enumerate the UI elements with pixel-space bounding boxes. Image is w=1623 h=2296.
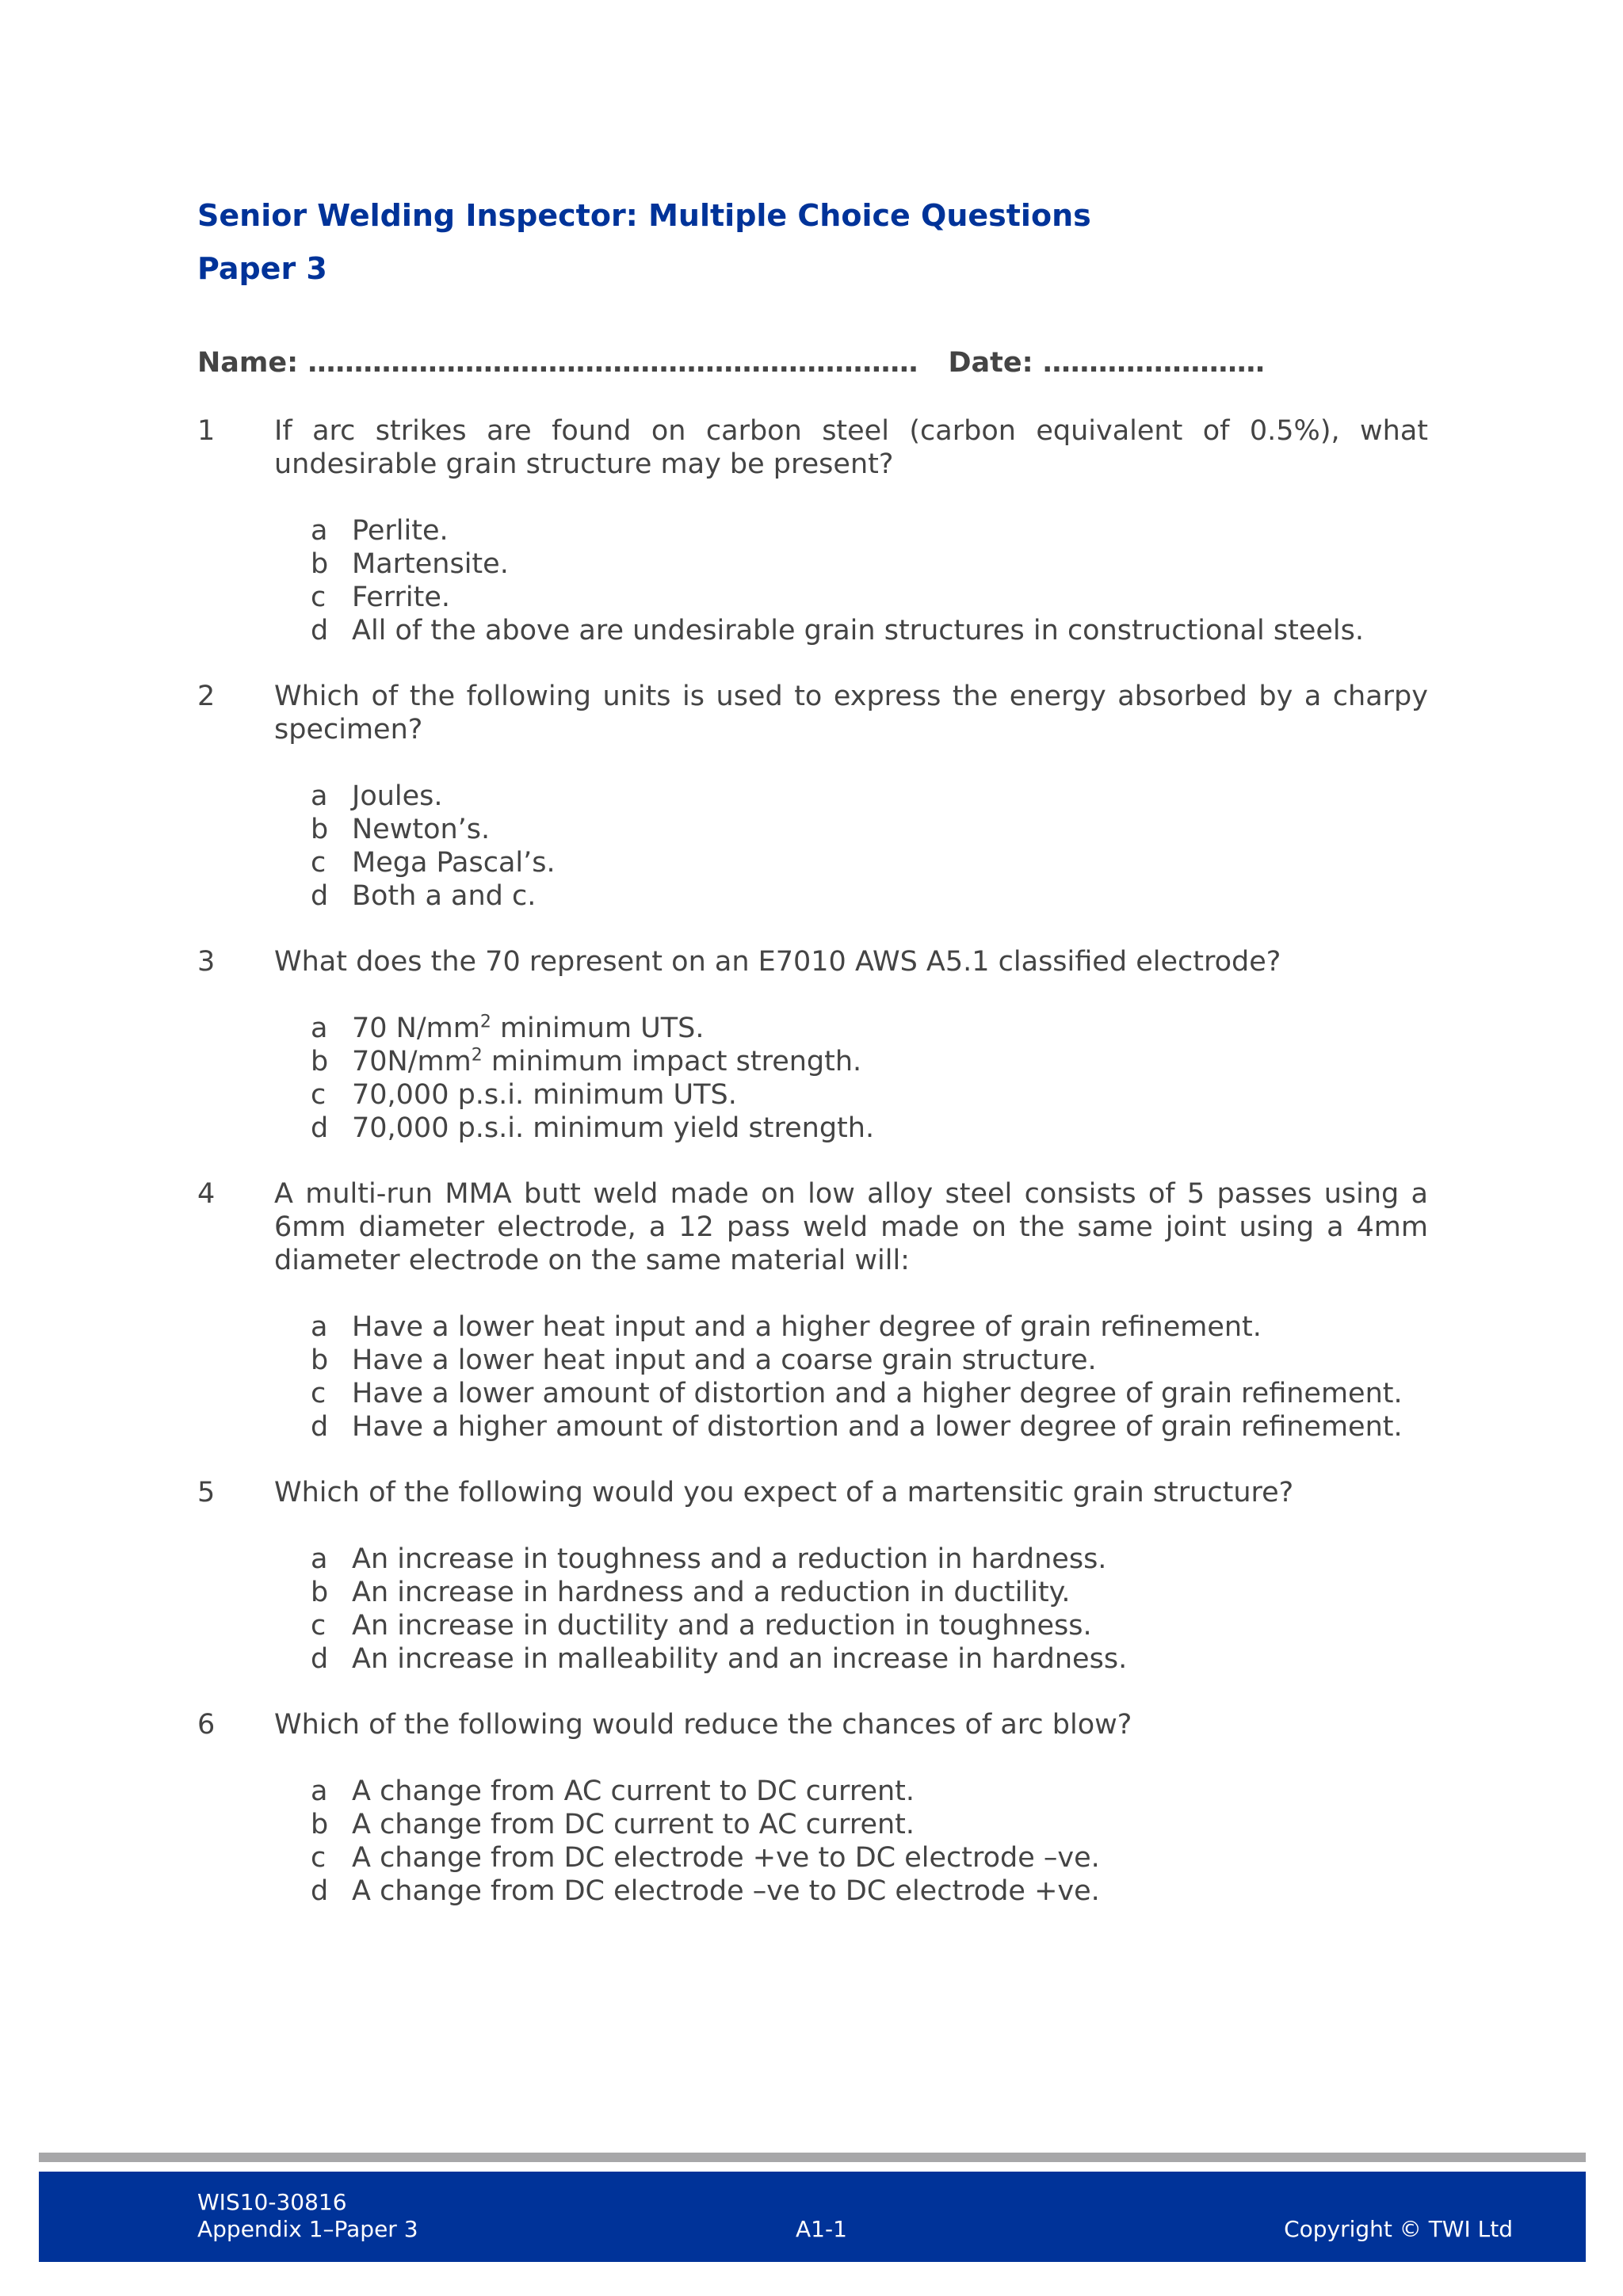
date-dots: ……………………: [1042, 347, 1265, 379]
question-number: 4: [197, 1178, 216, 1210]
footer-divider: [39, 2153, 1586, 2162]
option-a: a An increase in toughness and a reduction in hardness.: [311, 1543, 1107, 1575]
option-d: d A change from DC electrode –ve to DC electrode +ve.: [311, 1875, 1100, 1907]
option-a: a Have a lower heat input and a higher degree of grain refinement.: [311, 1311, 1262, 1343]
question-1: [197, 414, 1428, 647]
option-d: d Both a and c.: [311, 880, 537, 912]
document-title: Senior Welding Inspector: Multiple Choice Questions: [197, 198, 1091, 233]
option-c: c Mega Pascal’s.: [311, 847, 556, 879]
option-b: b A change from DC current to AC current.: [311, 1809, 915, 1840]
document-code: WIS10-30816: [197, 2189, 347, 2215]
question-text: Which of the following units is used to express the energy absorbed by a charpy specimen?: [274, 681, 1428, 746]
page-footer: [39, 2172, 1586, 2262]
options-list: [311, 780, 1428, 913]
option-d: d An increase in malleability and an increase in hardness.: [311, 1643, 1128, 1675]
options-list: [311, 514, 1428, 647]
option-c: c A change from DC electrode +ve to DC electrode –ve.: [311, 1842, 1100, 1874]
name-dots: …………………………………………………………: [307, 347, 918, 379]
option-a: a A change from AC current to DC current.: [311, 1775, 915, 1807]
name-date-line: [197, 347, 1265, 379]
copyright-notice: Copyright © TWI Ltd: [1284, 2216, 1513, 2242]
question-6: [197, 1708, 1428, 1908]
option-b: b $70N/mm^2$ minimum impact strength.: [311, 1045, 862, 1077]
option-c: c An increase in ductility and a reduction in toughness.: [311, 1610, 1092, 1642]
question-text: If arc strikes are found on carbon steel (carbon equivalent of 0.5%), what undesirable grain structure may be present?: [274, 415, 1428, 480]
option-b: b Martensite.: [311, 548, 509, 580]
name-label: Name:: [197, 347, 299, 379]
option-b: b Newton’s.: [311, 814, 491, 845]
question-5: [197, 1476, 1428, 1676]
question-4: [197, 1177, 1428, 1444]
option-a: a 70 $N/mm^2$ minimum UTS.: [311, 1012, 705, 1044]
options-list: [311, 1543, 1428, 1676]
question-text: What does the 70 represent on an E7010 AWS A5.1 classified electrode?: [274, 946, 1281, 978]
appendix-label: Appendix 1–Paper 3: [197, 2216, 418, 2242]
option-b: b Have a lower heat input and a coarse grain structure.: [311, 1344, 1097, 1376]
option-c: c Ferrite.: [311, 582, 451, 613]
options-list: [311, 1775, 1428, 1908]
page-number: A1-1: [796, 2216, 847, 2242]
question-number: 5: [197, 1477, 216, 1508]
question-number: 1: [197, 415, 216, 447]
date-label: Date:: [948, 347, 1033, 379]
options-list: [311, 1012, 1428, 1145]
question-text: Which of the following would you expect of a martensitic grain structure?: [274, 1477, 1294, 1508]
option-c: c 70,000 p.s.i. minimum UTS.: [311, 1079, 737, 1111]
question-number: 6: [197, 1709, 216, 1741]
option-b: b An increase in hardness and a reduction in ductility.: [311, 1577, 1071, 1608]
option-d: d Have a higher amount of distortion and a lower degree of grain refinement.: [311, 1411, 1403, 1443]
option-a: a Perlite.: [311, 515, 449, 547]
question-number: 3: [197, 946, 216, 978]
option-c: c Have a lower amount of distortion and a higher degree of grain refinement.: [311, 1378, 1403, 1409]
question-2: [197, 680, 1428, 913]
question-number: 2: [197, 681, 216, 712]
options-list: [311, 1310, 1428, 1444]
option-d: d All of the above are undesirable grain structures in constructional steels.: [311, 615, 1365, 646]
option-a: a Joules.: [311, 780, 443, 812]
question-text: A multi-run MMA butt weld made on low alloy steel consists of 5 passes using a 6mm diameter electrode, a 12 pass weld made on the same joint using a 4mm diameter electrode on the same material will:: [274, 1178, 1428, 1276]
question-3: [197, 945, 1428, 1145]
option-d: d 70,000 p.s.i. minimum yield strength.: [311, 1112, 875, 1144]
paper-label: Paper 3: [197, 251, 327, 286]
question-text: Which of the following would reduce the chances of arc blow?: [274, 1709, 1132, 1741]
